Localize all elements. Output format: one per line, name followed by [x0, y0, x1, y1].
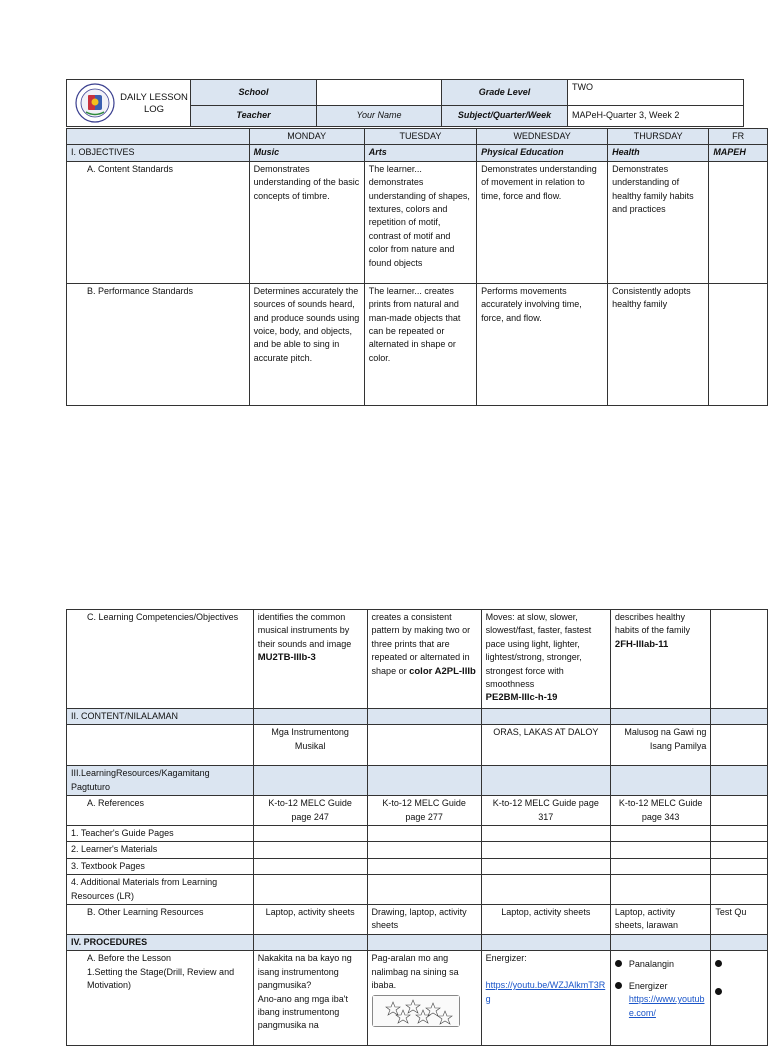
references-thursday: K-to-12 MELC Guide page 343	[610, 796, 710, 826]
other-resources-tuesday: Drawing, laptop, activity sheets	[367, 905, 481, 935]
content-header-row	[67, 709, 768, 725]
competencies-monday	[253, 610, 367, 709]
learners-materials-label: 2. Learner's Materials	[67, 842, 254, 858]
competencies-row	[67, 610, 768, 709]
references-friday	[711, 796, 768, 826]
textbook-pages-row	[67, 858, 768, 874]
objectives-table	[66, 128, 768, 406]
competencies-thursday-text: describes healthy habits of the family	[614, 612, 690, 636]
competencies-wednesday-code: PE2BM-IIIc-h-19	[485, 692, 558, 704]
competencies-thursday-code: 2FH-IIIab-11	[614, 638, 669, 650]
content-standards-monday: Demonstrates understanding of the basic concepts of timbre.	[249, 161, 364, 283]
content-standards-thursday: Demonstrates understanding of healthy family habits and practices	[608, 161, 709, 283]
procedures-header-row	[67, 934, 768, 950]
subject-health: Health	[608, 145, 709, 161]
performance-standards-thursday: Consistently adopts healthy family	[608, 283, 709, 405]
teacher-label: Teacher	[191, 106, 317, 127]
bullet-icon	[615, 982, 622, 989]
stars-print-image	[372, 995, 460, 1027]
days-header-row	[67, 129, 768, 145]
competencies-label: C. Learning Competencies/Objectives	[67, 610, 254, 709]
performance-standards-row	[67, 283, 768, 405]
content-standards-wednesday: Demonstrates understanding of movement in relation to time, force and flow.	[477, 161, 608, 283]
competencies-monday-code: MU2TB-IIIb-3	[257, 652, 316, 664]
teacher-value: Your Name	[317, 106, 442, 127]
grade-level-value: TWO	[568, 80, 744, 106]
other-resources-monday: Laptop, activity sheets	[253, 905, 367, 935]
references-tuesday: K-to-12 MELC Guide page 277	[367, 796, 481, 826]
before-lesson-friday	[711, 951, 768, 1046]
references-monday: K-to-12 MELC Guide page 247	[253, 796, 367, 826]
objectives-label: I. OBJECTIVES	[67, 145, 250, 161]
content-wednesday: ORAS, LAKAS AT DALOY	[481, 725, 610, 766]
subject-mapeh: MAPEH	[709, 145, 768, 161]
before-lesson-label: A. Before the Lesson 1.Setting the Stage(Drill, Review and Motivation)	[67, 951, 254, 1046]
school-label: School	[191, 80, 317, 106]
content-monday: Mga Instrumentong Musikal	[253, 725, 367, 766]
performance-standards-monday: Determines accurately the sources of sounds heard, and produce sounds using voice, body, and objects, and be able to sing in accurate pitch.	[249, 283, 364, 405]
energizer-video-link[interactable]: https://youtu.be/WZJAlkmT3Rg	[485, 980, 606, 1004]
references-label: A. References	[67, 796, 254, 826]
content-friday	[711, 725, 768, 766]
thursday-item-prayer-label: Panalangin	[628, 959, 674, 970]
day-thursday: THURSDAY	[608, 129, 709, 145]
before-lesson-thursday	[610, 951, 710, 1046]
content-thursday: Malusog na Gawi ng Isang Pamilya	[610, 725, 710, 766]
day-wednesday: WEDNESDAY	[477, 129, 608, 145]
friday-bullet-2	[729, 986, 763, 999]
references-wednesday: K-to-12 MELC Guide page 317	[481, 796, 610, 826]
lesson-log-table-top	[66, 79, 744, 127]
subject-quarter-week-value: MAPeH-Quarter 3, Week 2	[568, 106, 744, 127]
header-logo-title-cell	[67, 80, 191, 127]
subject-music: Music	[249, 145, 364, 161]
lesson-log-page-2	[0, 600, 768, 1031]
bullet-icon	[615, 960, 622, 967]
subject-arts: Arts	[364, 145, 476, 161]
before-lesson-row	[67, 951, 768, 1046]
additional-materials-row	[67, 875, 768, 905]
friday-bullet-1	[729, 958, 763, 971]
competencies-tuesday-code: color A2PL-IIIb	[409, 665, 476, 677]
deped-seal-logo	[75, 83, 115, 123]
subject-pe: Physical Education	[477, 145, 608, 161]
content-standards-friday	[709, 161, 768, 283]
competencies-thursday	[610, 610, 710, 709]
subject-quarter-week-label: Subject/Quarter/Week	[442, 106, 568, 127]
before-lesson-monday: Nakakita na ba kayo ng isang instrumentong pangmusika? Ano-ano ang mga iba't ibang instrumentong pangmusika na	[253, 951, 367, 1046]
lesson-log-table-continued	[66, 609, 768, 1046]
competencies-monday-text: identifies the common musical instruments by their sounds and image	[257, 612, 352, 649]
content-tuesday	[367, 725, 481, 766]
content-standards-row	[67, 161, 768, 283]
energizer-label: Energizer:	[485, 953, 527, 964]
grade-level-label: Grade Level	[442, 80, 568, 106]
day-friday: FR	[709, 129, 768, 145]
thursday-item-prayer	[629, 958, 706, 971]
thursday-item-energizer	[629, 980, 706, 1020]
subjects-row	[67, 145, 768, 161]
teachers-guide-row	[67, 826, 768, 842]
bullet-icon	[715, 960, 722, 967]
procedures-label: IV. PROCEDURES	[67, 934, 254, 950]
youtube-link[interactable]: https://www.youtube.com/	[628, 994, 705, 1018]
bullet-icon	[715, 988, 722, 995]
performance-standards-wednesday: Performs movements accurately involving time, force, and flow.	[477, 283, 608, 405]
content-standards-tuesday: The learner... demonstrates understanding of shapes, textures, colors and repetition of motif, contrast of motif and color from nature and found objects	[364, 161, 476, 283]
competencies-wednesday	[481, 610, 610, 709]
other-resources-thursday: Laptop, activity sheets, larawan	[610, 905, 710, 935]
other-resources-label: B. Other Learning Resources	[67, 905, 254, 935]
teachers-guide-label: 1. Teacher's Guide Pages	[67, 826, 254, 842]
before-lesson-wednesday	[481, 951, 610, 1046]
performance-standards-friday	[709, 283, 768, 405]
resources-header-row	[67, 766, 768, 796]
resources-label: III.LearningResources/Kagamitang Pagtuturo	[67, 766, 254, 796]
other-resources-row	[67, 905, 768, 935]
lesson-log-page-1	[0, 0, 768, 420]
learners-materials-row	[67, 842, 768, 858]
performance-standards-label: B. Performance Standards	[67, 283, 250, 405]
competencies-wednesday-text: Moves: at slow, slower, slowest/fast, faster, fastest pace using light, lighter, lightest/strong, stronger, strongest force with smoothness	[485, 612, 592, 690]
content-row	[67, 725, 768, 766]
references-row	[67, 796, 768, 826]
before-lesson-tuesday	[367, 951, 481, 1046]
performance-standards-tuesday: The learner... creates prints from natural and man-made objects that can be repeated or alternated in shape or color.	[364, 283, 476, 405]
competencies-tuesday-text: creates a consistent pattern by making two or three prints that are repeated or alternated in shape or	[371, 612, 471, 676]
day-tuesday: TUESDAY	[364, 129, 476, 145]
daily-lesson-log-title: DAILY LESSON LOG	[120, 92, 188, 115]
content-standards-label: A. Content Standards	[67, 161, 250, 283]
other-resources-wednesday: Laptop, activity sheets	[481, 905, 610, 935]
before-lesson-tuesday-text: Pag-aralan mo ang nalimbag na sining sa ibaba.	[371, 953, 459, 991]
other-resources-friday: Test Qu	[711, 905, 768, 935]
competencies-friday	[711, 610, 768, 709]
thursday-item-energizer-label: Energizer	[628, 980, 668, 991]
content-label: II. CONTENT/NILALAMAN	[67, 709, 254, 725]
competencies-tuesday	[367, 610, 481, 709]
textbook-pages-label: 3. Textbook Pages	[67, 858, 254, 874]
school-value	[317, 80, 442, 106]
additional-materials-label: 4. Additional Materials from Learning Resources (LR)	[67, 875, 254, 905]
day-monday: MONDAY	[249, 129, 364, 145]
